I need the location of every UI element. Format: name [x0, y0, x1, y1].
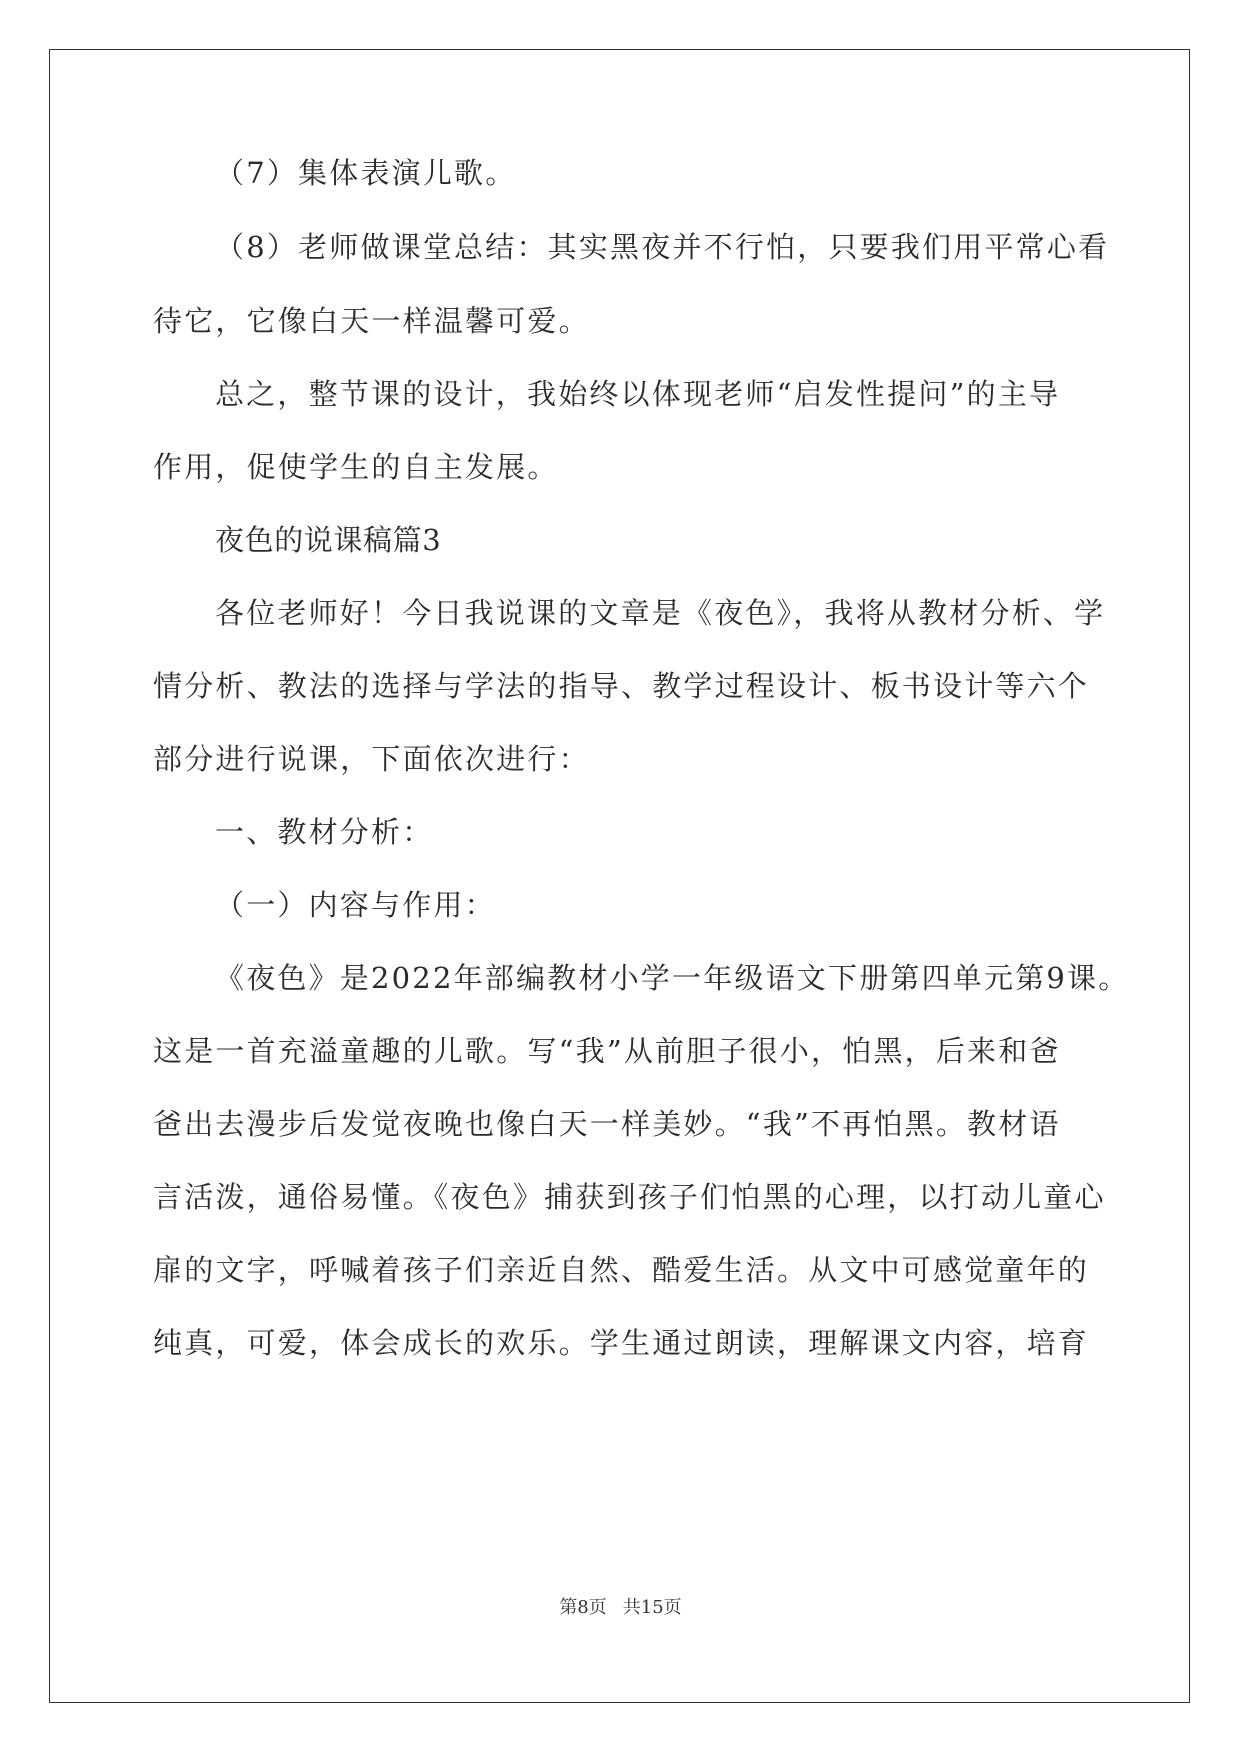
section-heading: 夜色的说课稿篇3	[215, 523, 442, 557]
paragraph-line: 情分析、教法的选择与学法的指导、教学过程设计、板书设计等六个	[153, 669, 1090, 703]
page-number-total: 共15页	[622, 1597, 682, 1618]
paragraph-line: 纯真，可爱，体会成长的欢乐。学生通过朗读，理解课文内容，培育	[153, 1326, 1090, 1360]
paragraph-line: 《夜色》是2022年部编教材小学一年级语文下册第四单元第9课。	[215, 961, 1130, 995]
page-number-current: 第8页	[559, 1597, 607, 1618]
paragraph-line: 各位老师好！今日我说课的文章是《夜色》，我将从教材分析、学	[215, 596, 1106, 630]
paragraph-line: 这是一首充溢童趣的儿歌。写“我”从前胆子很小，怕黑，后来和爸	[153, 1034, 1061, 1068]
subsection-heading: （一）内容与作用：	[215, 888, 496, 922]
paragraph-line: 部分进行说课，下面依次进行：	[153, 742, 590, 776]
paragraph-line: 待它，它像白天一样温馨可爱。	[153, 304, 590, 338]
paragraph-line: 扉的文字，呼喊着孩子们亲近自然、酷爱生活。从文中可感觉童年的	[153, 1253, 1090, 1287]
section-heading: 一、教材分析：	[215, 815, 434, 849]
paragraph-line: 言活泼，通俗易懂。《夜色》捕获到孩子们怕黑的心理，以打动儿童心	[153, 1180, 1106, 1214]
paragraph-line: （7）集体表演儿歌。	[215, 156, 517, 190]
page-footer	[0, 1596, 1241, 1620]
page-border	[49, 49, 1190, 1703]
paragraph-line: 总之，整节课的设计，我始终以体现老师“启发性提问”的主导	[215, 377, 1061, 411]
paragraph-line: （8）老师做课堂总结：其实黑夜并不行怕，只要我们用平常心看	[215, 230, 1110, 264]
paragraph-line: 爸出去漫步后发觉夜晚也像白天一样美妙。“我”不再怕黑。教材语	[153, 1107, 1061, 1141]
paragraph-line: 作用，促使学生的自主发展。	[153, 450, 559, 484]
